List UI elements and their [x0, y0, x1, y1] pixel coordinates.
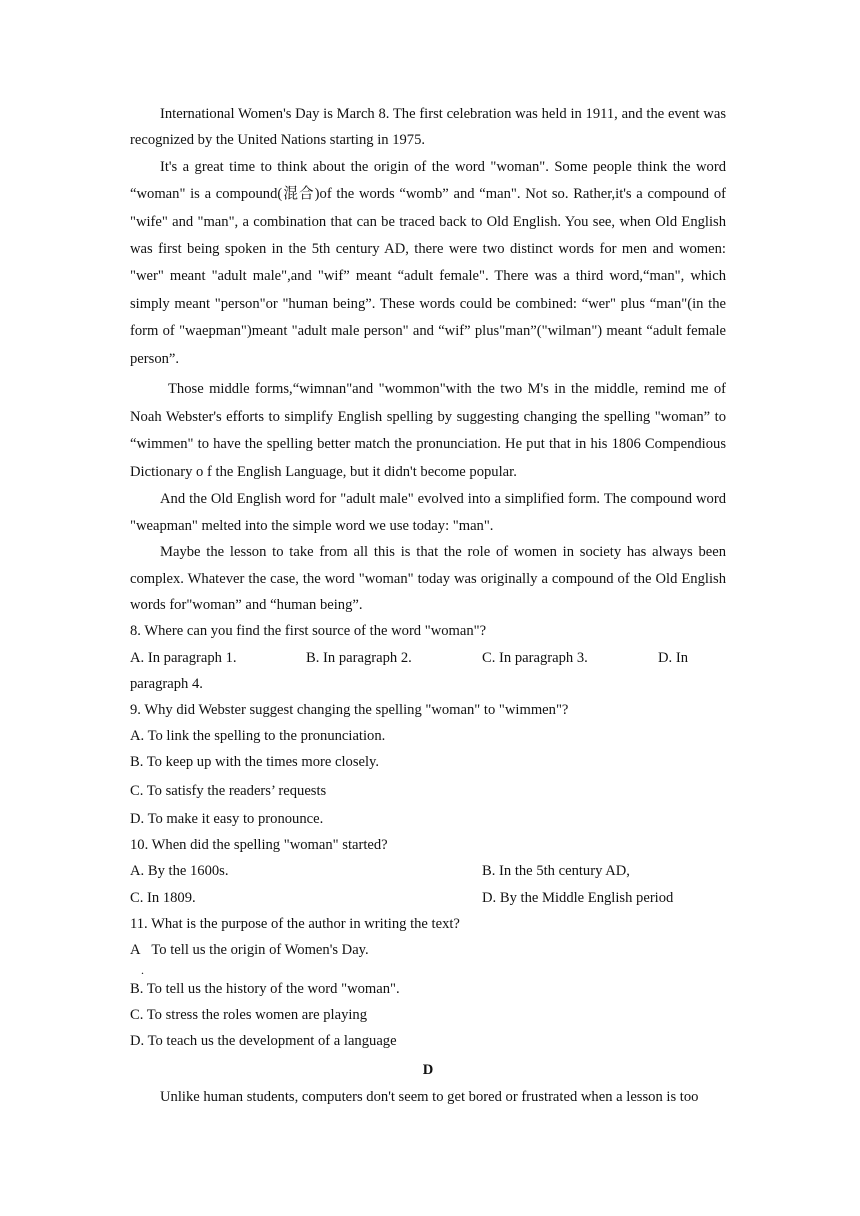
question-stem: 9. Why did Webster suggest changing the spelling "woman" to "wimmen"? [130, 702, 569, 719]
options-row [130, 858, 726, 884]
option-c[interactable]: C. To stress the roles women are playing [130, 1007, 368, 1024]
option-a[interactable]: A. By the 1600s. [130, 863, 229, 880]
passage-paragraph-5: Maybe the lesson to take from all this is that the role of women in society has always been complex. Whatever the case, the word "woman" today was originally a compound of the Old English words for"woman” and “human being”. [130, 544, 726, 614]
options-row [130, 885, 726, 911]
option-a[interactable] [130, 937, 726, 976]
passage-paragraph-1: International Women's Day is March 8. The first celebration was held in 1911, and the event was recognized by the United Nations starting in 1975. [130, 106, 726, 149]
section-d-first-line: Unlike human students, computers don't seem to get bored or frustrated when a lesson is too [160, 1088, 699, 1105]
option-b[interactable]: B. To keep up with the times more closely. [130, 754, 380, 771]
option-c[interactable]: C. In 1809. [130, 889, 196, 906]
option-a[interactable]: A. To link the spelling to the pronunciation. [130, 728, 386, 745]
option-d[interactable]: D. In [658, 649, 688, 666]
option-d[interactable]: D. To make it easy to pronounce. [130, 810, 324, 827]
question-8 [130, 618, 726, 697]
option-c[interactable]: C. To satisfy the readers’ requests [130, 782, 327, 799]
option-c[interactable]: C. In paragraph 3. [482, 649, 588, 666]
option-d[interactable]: D. By the Middle English period [482, 889, 674, 906]
question-10 [130, 832, 726, 911]
question-11 [130, 911, 726, 1055]
question-stem: 11. What is the purpose of the author in writing the text? [130, 915, 460, 932]
question-stem: 10. When did the spelling "woman" started? [130, 837, 388, 854]
option-dot: . [141, 962, 144, 977]
passage-paragraph-3: Those middle forms,“wimnan"and "wommon"with the two M's in the middle, remind me of Noah Webster's efforts to simplify English spelling by suggesting changing the spelling "woman” to “wimmen" to have the spelling better match the pronunciation. He put that in his 1806 Compendious Dictionary o f the English Language, but it didn't become popular. [130, 381, 726, 480]
option-letter: A [130, 941, 140, 958]
option-b[interactable]: B. In paragraph 2. [306, 649, 412, 666]
option-a[interactable]: A. In paragraph 1. [130, 649, 237, 666]
option-d-continuation: paragraph 4. [130, 675, 203, 692]
passage-paragraph-4: And the Old English word for "adult male" evolved into a simplified form. The compound word "weapman" melted into the simple word we use today: "man". [130, 491, 726, 534]
option-b[interactable]: B. To tell us the history of the word "woman". [130, 980, 400, 997]
section-heading: D [422, 1061, 434, 1078]
option-b[interactable]: B. In the 5th century AD, [482, 863, 630, 880]
option-d[interactable]: D. To teach us the development of a language [130, 1033, 397, 1050]
passage-paragraph-2: It's a great time to think about the origin of the word "woman". Some people think the word “woman" is a compound(混合)of the words “womb” and “man". Not so. Rather,it's a compound of "wife" and "man", a combination that can be traced back to Old English. You see, when Old English was first being spoken in the 5th century AD, there were two distinct words for men and women: "wer" meant "adult male",and "wif” meant “adult female". There was a third word,“man", which simply meant "person"or "human being”. These words could be combined: “wer" plus “man"(in the form of "waepman")meant "adult male person" and “wif” plus"man”("wilman") meant “adult female person”. [130, 158, 726, 367]
option-text: To tell us the origin of Women's Day. [151, 941, 369, 958]
options-row [130, 645, 726, 671]
document-content [130, 101, 726, 1110]
question-9 [130, 697, 726, 832]
question-stem: 8. Where can you find the first source of the word "woman"? [130, 623, 487, 640]
